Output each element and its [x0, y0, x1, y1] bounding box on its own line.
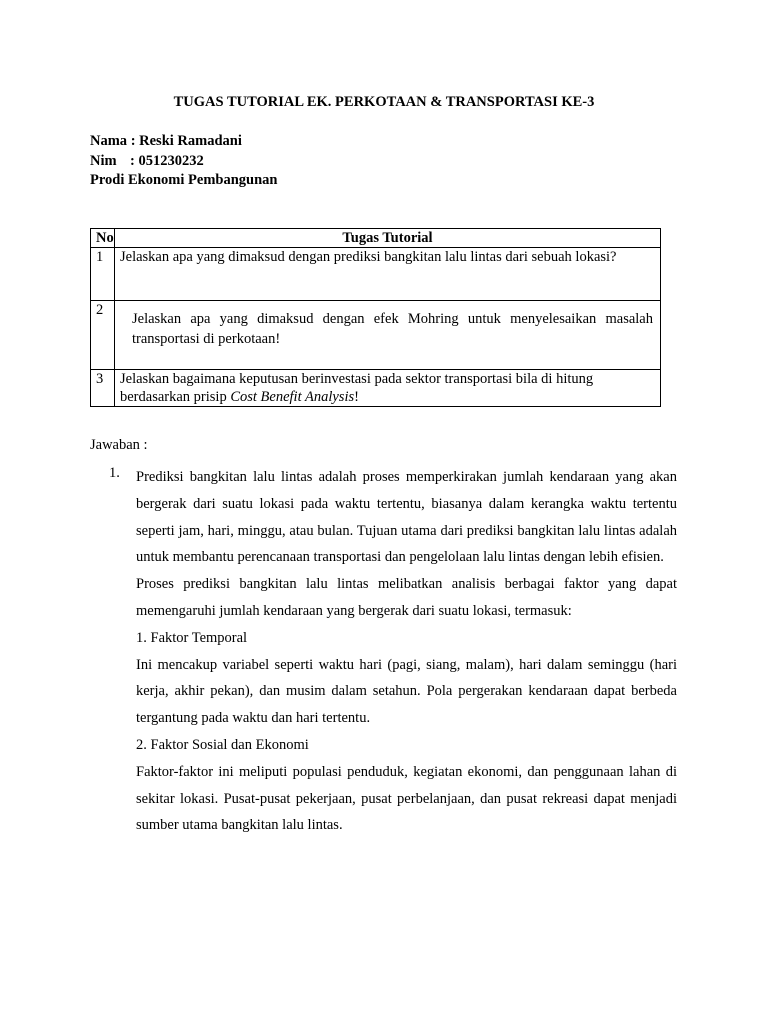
table-header-row	[91, 229, 661, 248]
question-text: Jelaskan bagaimana keputusan berinvestasi pada sektor transportasi bila di hitung berdasarkan prisip	[120, 371, 594, 405]
row-question: Jelaskan apa yang dimaksud dengan efek Mohring untuk menyelesaikan masalah transportasi di perkotaan!	[132, 311, 653, 347]
name-label: Nama	[90, 133, 128, 149]
table-row	[91, 370, 661, 407]
header-task: Tugas Tutorial	[115, 229, 661, 248]
answer-paragraph: Proses prediksi bangkitan lalu lintas melibatkan analisis berbagai faktor yang dapat memengaruhi jumlah kendaraan yang bergerak dari suatu lokasi, termasuk:	[136, 576, 677, 619]
student-program: Prodi Ekonomi Pembangunan	[90, 172, 278, 188]
name-value: : Reski Ramadani	[130, 133, 242, 149]
table-row	[91, 248, 661, 301]
answer-paragraph: Ini mencakup variabel seperti waktu hari (pagi, siang, malam), hari dalam seminggu (hari kerja, akhir pekan), dan musim dalam setahun. Pola pergerakan kendaraan dapat berbeda tergantung pada waktu dan hari tertentu.	[136, 656, 677, 727]
row-number: 2	[91, 301, 115, 370]
question-italic-term: Cost Benefit Analysis	[230, 389, 355, 405]
answer-subheading: 1. Faktor Temporal	[136, 629, 248, 646]
answer-paragraph: Prediksi bangkitan lalu lintas adalah proses memperkirakan jumlah kendaraan yang akan bergerak dari suatu lokasi pada waktu tertentu, biasanya dalam kerangka waktu tertentu seperti jam, hari, minggu, atau bulan. Tujuan utama dari prediksi bangkitan lalu lintas adalah untuk membantu perencanaan transportasi dan pengelolaan lalu lintas dengan lebih efisien.	[136, 469, 677, 566]
row-question: Jelaskan apa yang dimaksud dengan prediksi bangkitan lalu lintas dari sebuah lokasi?	[115, 248, 661, 301]
document-title: TUGAS TUTORIAL EK. PERKOTAAN & TRANSPORTASI KE-3	[173, 94, 595, 110]
answer-paragraph: Faktor-faktor ini meliputi populasi penduduk, kegiatan ekonomi, dan penggunaan lahan di sekitar lokasi. Pusat-pusat pekerjaan, pusat perbelanjaan, dan pusat rekreasi dapat menjadi sumber utama bangkitan lalu lintas.	[136, 763, 677, 834]
tasks-table	[90, 228, 661, 407]
row-question-cell	[115, 301, 661, 370]
answer-number: 1.	[109, 465, 120, 481]
answer-subheading: 2. Faktor Sosial dan Ekonomi	[136, 736, 309, 753]
student-name-line	[90, 132, 277, 152]
question-punctuation: !	[354, 389, 359, 405]
row-number: 3	[91, 370, 115, 407]
table-row	[91, 301, 661, 370]
row-number: 1	[91, 248, 115, 301]
nim-label: Nim	[90, 152, 117, 169]
header-no: No	[91, 229, 115, 248]
student-info	[90, 132, 277, 191]
nim-value: : 051230232	[130, 152, 204, 169]
answer-body	[136, 464, 677, 839]
row-question	[115, 370, 661, 407]
answer-list	[109, 464, 677, 839]
answers-label: Jawaban :	[90, 437, 148, 453]
student-nim-line	[90, 152, 277, 172]
